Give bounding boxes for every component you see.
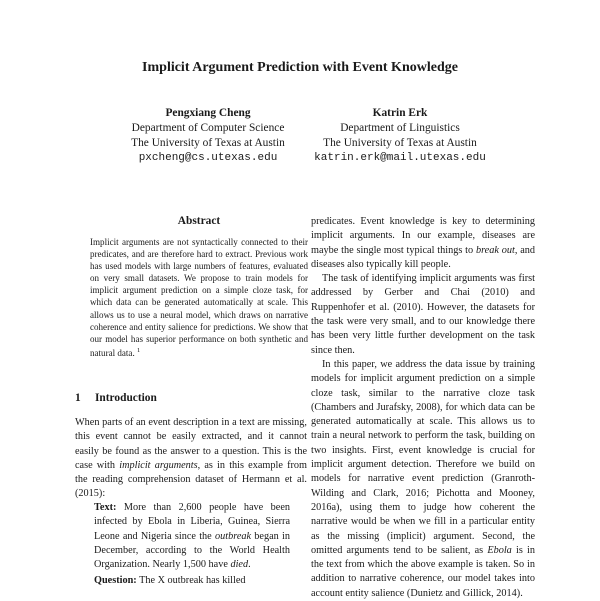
section-heading	[75, 392, 157, 404]
right-p1-emphasis: break out	[475, 244, 515, 256]
intro-text-a: When parts of an event description in a text are missing, this event cannot be easily extracted, and it cannot easily be found as the answer to a question. This is the case with	[75, 417, 307, 471]
right-paragraph-1	[311, 215, 535, 272]
intro-paragraph	[75, 416, 307, 502]
right-paragraph-3	[311, 358, 535, 601]
example-question	[94, 574, 290, 588]
example-text	[94, 501, 290, 572]
author-block-2	[300, 106, 500, 166]
right-p3-text-a: In this paper, we address the data issue by training models for implicit argument prediction on a simple cloze task, similar to the narrative cloze task (Chambers and Jurafsky, 2008), for which data can be generated automatically at scale. This allows us to train a neural network to perform the task, building on two insights. First, event knowledge is crucial for implicit argument detection. Therefore we build on models for narrative event prediction (Granroth-Wilding and Clark, 2016; Pichotta and Mooney, 2016a), using them to judge how coherent the narrative would be when we fill in a particular entity as the missing (implicit) argument. Second, the omitted arguments tend to be salient, as	[311, 358, 535, 556]
right-p1-text-b: , and diseases also typically kill people.	[311, 244, 535, 270]
section-title: Introduction	[95, 392, 157, 404]
example-text-b: began in December, according to the World Health Organization. Nearly 1,500 have	[94, 530, 290, 571]
example-block	[94, 501, 290, 589]
right-p3-emphasis: Ebola	[487, 544, 512, 556]
paper-title: Implicit Argument Prediction with Event Knowledge	[142, 60, 458, 75]
author-email[interactable]: katrin.erk@mail.utexas.edu	[314, 152, 486, 164]
abstract-text	[90, 236, 308, 359]
abstract-body-text: Implicit arguments are not syntactically connected to their predicates, and are therefore hard to extract. Previous work has used models with large numbers of features, evaluated on very small datasets. We propose to train models for implicit argument prediction on a simple cloze task, for which data can be generated automatically at scale. This allows us to use a neural model, which draws on narrative coherence and entity salience for predictions. We show that our model has superior performance on both synthetic and natural data.	[90, 237, 308, 358]
section-number: 1	[75, 392, 81, 404]
author-department: Department of Linguistics	[340, 122, 460, 134]
author-university: The University of Texas at Austin	[131, 137, 285, 149]
example-emphasis-2: died	[230, 559, 249, 571]
author-name: Pengxiang Cheng	[165, 107, 251, 119]
author-name: Katrin Erk	[372, 107, 428, 119]
abstract-heading: Abstract	[177, 215, 221, 227]
right-paragraph-2: The task of identifying implicit arguments was first addressed by Gerber and Chai (2010) and Ruppenhofer et al. (2010). However, the datasets for the task were very small, and to our knowledge there has been very little further development on the task since then.	[311, 273, 535, 356]
footnote-mark[interactable]: 1	[136, 346, 141, 354]
author-department: Department of Computer Science	[131, 122, 285, 134]
author-university: The University of Texas at Austin	[323, 137, 477, 149]
right-column	[311, 215, 535, 601]
right-p1-text-a: predicates. Event knowledge is key to determining implicit arguments. In our example, diseases are maybe the single most typical things to	[311, 216, 535, 256]
example-text-label: Text:	[94, 502, 117, 513]
right-p3-text-b: is in the text from which the above example is taken. So in addition to narrative coherence, our model takes into account entity salience (Dunietz and Gillick, 2014).	[311, 544, 536, 599]
example-question-label: Question:	[94, 575, 137, 587]
example-emphasis-1: outbreak	[214, 530, 252, 542]
example-question-text: The X outbreak has killed	[136, 575, 246, 587]
author-block-1	[108, 106, 308, 166]
example-text-a: More than 2,600 people have been infected by Ebola in Liberia, Guinea, Sierra Leone and Nigeria since the	[94, 502, 290, 542]
intro-emphasis: implicit arguments	[119, 459, 198, 471]
example-text-c: .	[248, 559, 251, 571]
intro-text-b: , as in this example from the reading comprehension dataset of Hermann et al. (2015):	[75, 459, 307, 500]
author-email[interactable]: pxcheng@cs.utexas.edu	[138, 152, 278, 164]
